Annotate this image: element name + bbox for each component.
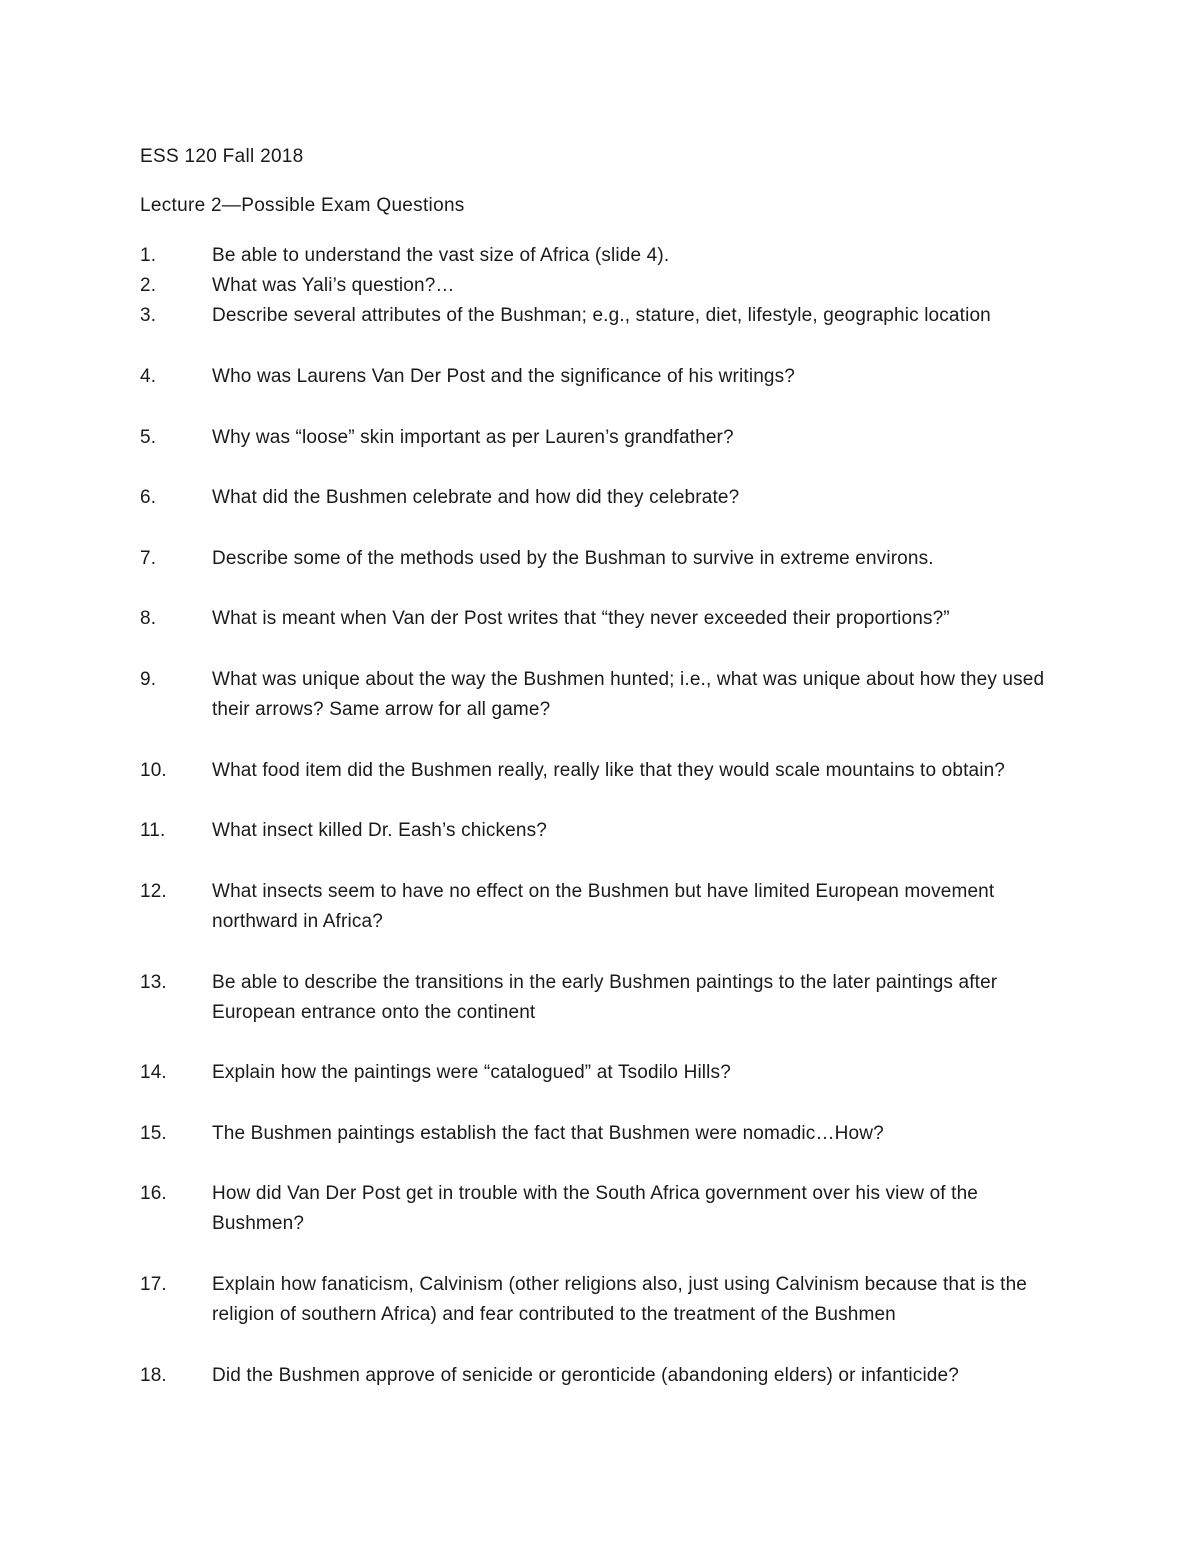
- course-title: ESS 120 Fall 2018: [140, 146, 304, 167]
- question-text: Explain how the paintings were “catalogued” at Tsodilo Hills?: [212, 1062, 731, 1083]
- question-item: [140, 241, 1050, 271]
- question-number: 17.: [140, 1274, 167, 1295]
- question-item: [140, 1119, 1050, 1149]
- question-text: What did the Bushmen celebrate and how did they celebrate?: [212, 487, 740, 508]
- question-number: 15.: [140, 1123, 167, 1144]
- question-text: Explain how fanaticism, Calvinism (other religions also, just using Calvinism because that is the religion of southern Africa) and fear contributed to the treatment of the Bushmen: [212, 1274, 1028, 1325]
- question-number: 1.: [140, 245, 157, 266]
- question-item: [140, 1058, 1050, 1088]
- question-item: [140, 362, 1050, 392]
- question-item: [140, 877, 1050, 937]
- question-number: 14.: [140, 1062, 167, 1083]
- question-number: 13.: [140, 972, 167, 993]
- question-number: 9.: [140, 669, 157, 690]
- question-number: 4.: [140, 366, 157, 387]
- question-number: 11.: [140, 820, 166, 841]
- question-number: 2.: [140, 275, 157, 296]
- question-text: What was unique about the way the Bushmen hunted; i.e., what was unique about how they used their arrows? Same arrow for all game?: [212, 669, 1045, 720]
- question-text: Describe several attributes of the Bushman; e.g., stature, diet, lifestyle, geographic location: [212, 305, 991, 326]
- question-text: Did the Bushmen approve of senicide or geronticide (abandoning elders) or infanticide?: [212, 1365, 959, 1386]
- question-text: Be able to understand the vast size of Africa (slide 4).: [212, 245, 670, 266]
- question-text: What was Yali’s question?…: [212, 275, 455, 296]
- question-text: Why was “loose” skin important as per Lauren’s grandfather?: [212, 427, 734, 448]
- question-number: 6.: [140, 487, 157, 508]
- question-number: 3.: [140, 305, 157, 326]
- question-item: [140, 1361, 1050, 1391]
- question-item: [140, 604, 1050, 634]
- question-item: [140, 1270, 1050, 1330]
- question-item: [140, 816, 1050, 846]
- lecture-subtitle: Lecture 2—Possible Exam Questions: [140, 195, 465, 216]
- question-text: What insects seem to have no effect on the Bushmen but have limited European movement northward in Africa?: [212, 881, 995, 932]
- question-item: [140, 665, 1050, 725]
- question-item: [140, 271, 1050, 301]
- question-text: Be able to describe the transitions in the early Bushmen paintings to the later paintings after European entrance onto the continent: [212, 972, 998, 1023]
- question-text: What is meant when Van der Post writes that “they never exceeded their proportions?”: [212, 608, 950, 629]
- question-item: [140, 1179, 1050, 1239]
- question-text: The Bushmen paintings establish the fact that Bushmen were nomadic…How?: [212, 1123, 884, 1144]
- question-number: 10.: [140, 760, 167, 781]
- question-item: [140, 544, 1050, 574]
- question-text: What insect killed Dr. Eash’s chickens?: [212, 820, 547, 841]
- question-text: What food item did the Bushmen really, really like that they would scale mountains to obtain?: [212, 760, 1006, 781]
- question-item: [140, 483, 1050, 513]
- question-text: Describe some of the methods used by the Bushman to survive in extreme environs.: [212, 548, 934, 569]
- question-number: 5.: [140, 427, 157, 448]
- question-number: 8.: [140, 608, 157, 629]
- question-text: How did Van Der Post get in trouble with the South Africa government over his view of the Bushmen?: [212, 1183, 979, 1234]
- question-number: 12.: [140, 881, 167, 902]
- question-item: [140, 756, 1050, 786]
- question-number: 7.: [140, 548, 157, 569]
- question-item: [140, 301, 1050, 331]
- question-text: Who was Laurens Van Der Post and the significance of his writings?: [212, 366, 796, 387]
- question-number: 18.: [140, 1365, 167, 1386]
- question-item: [140, 968, 1050, 1028]
- question-item: [140, 423, 1050, 453]
- question-number: 16.: [140, 1183, 167, 1204]
